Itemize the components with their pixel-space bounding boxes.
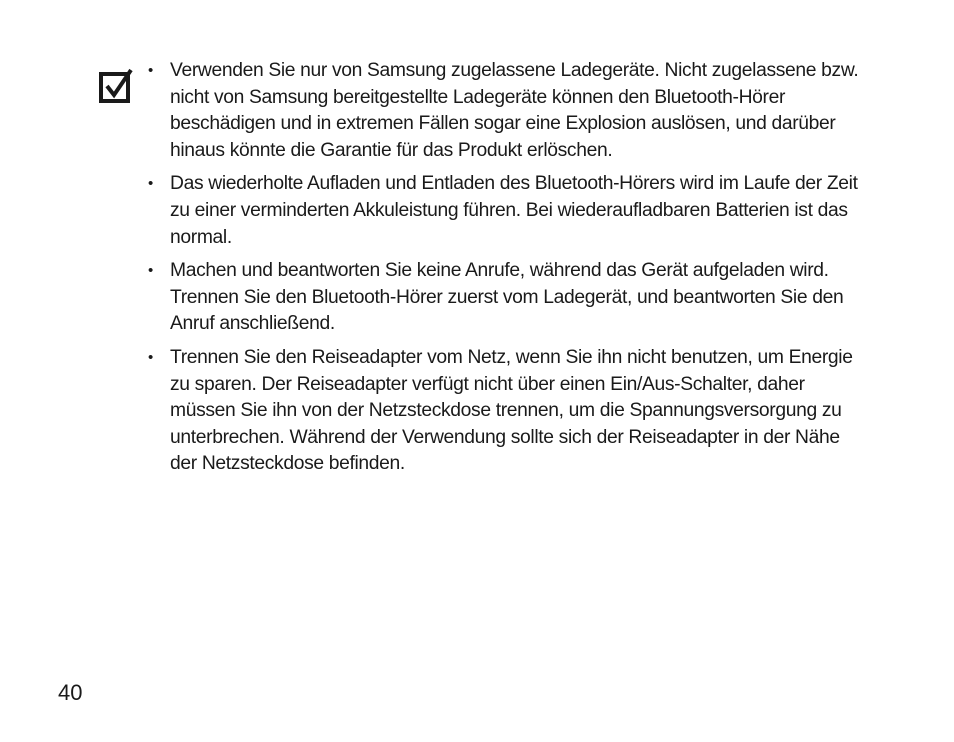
bullet: • xyxy=(148,262,153,280)
note-checkbox-icon xyxy=(98,68,134,104)
note-item xyxy=(148,345,868,478)
bullet: • xyxy=(148,175,153,193)
note-text: Trennen Sie den Reiseadapter vom Netz, wenn Sie ihn nicht benutzen, um Energie zu sparen. Der Reiseadapter verfügt nicht über einen Ein/Aus-Schalter, daher müssen Sie ihn von der Netzsteckdose trennen, um die Spannungsversorgung zu unterbrechen. Während der Verwendung sollte sich der Reiseadapter in der Nähe der Netzsteckdose befinden. xyxy=(170,346,853,475)
note-item xyxy=(148,58,868,164)
note-text: Machen und beantworten Sie keine Anrufe, während das Gerät aufgeladen wird. Trennen Sie den Bluetooth-Hörer zuerst vom Ladegerät, und beantworten Sie den Anruf anschließend. xyxy=(170,260,844,335)
page-number: 40 xyxy=(58,680,83,705)
bullet: • xyxy=(148,348,153,366)
note-item xyxy=(148,171,868,251)
bullet: • xyxy=(148,62,153,79)
note-text: Das wiederholte Aufladen und Entladen des Bluetooth-Hörers wird im Laufe der Zeit zu einer verminderten Akkuleistung führen. Bei wiederaufladbaren Batterien ist das normal. xyxy=(170,173,858,248)
note-list xyxy=(148,58,868,485)
note-item xyxy=(148,258,868,338)
note-text: Verwenden Sie nur von Samsung zugelassene Ladegeräte. Nicht zugelassene bzw. nicht von Samsung bereitgestellte Ladegeräte können den Bluetooth-Hörer beschädigen und in extremen Fällen sogar eine Explosion auslösen, und darüber hinaus könnte die Garantie für das Produkt erlöschen. xyxy=(170,60,859,161)
